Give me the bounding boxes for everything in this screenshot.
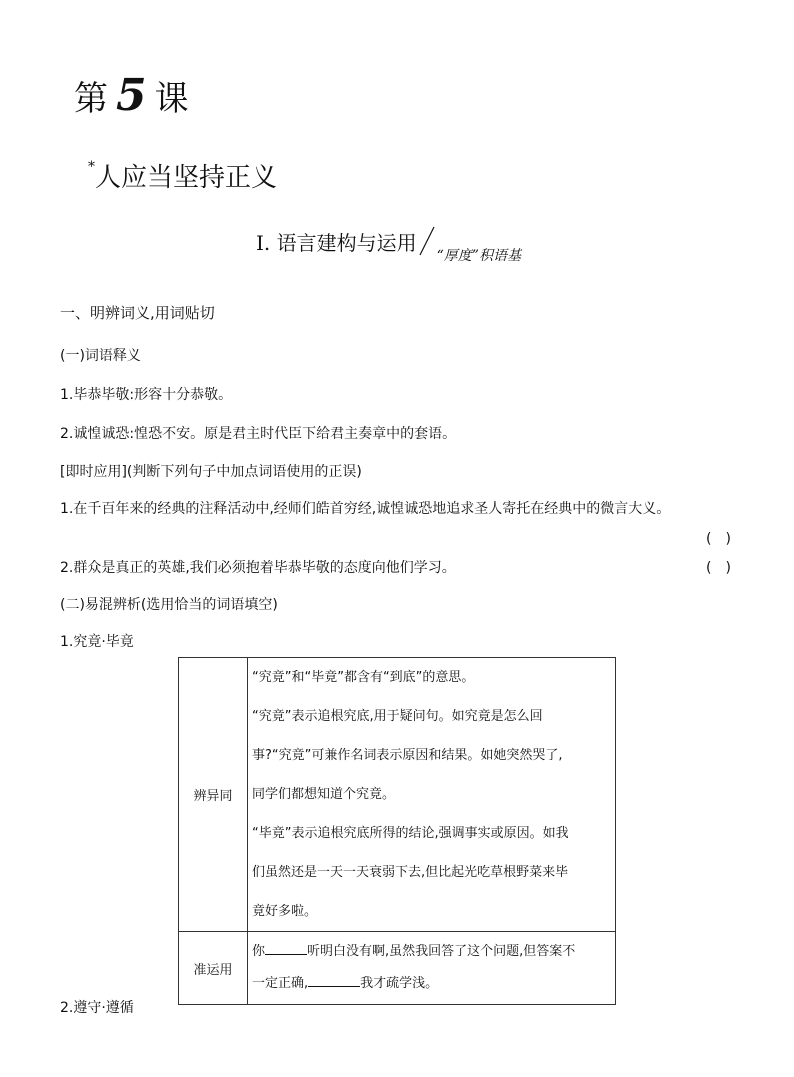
section-label: Ⅰ. 语言建构与运用 xyxy=(256,231,417,255)
chapter-title xyxy=(88,157,277,194)
row-content-apply xyxy=(248,932,616,1005)
table-row xyxy=(179,658,616,932)
practice-heading: [即时应用](判断下列句子中加点词语使用的正误) xyxy=(60,464,362,480)
fill-text: 我才疏学浅。 xyxy=(360,976,439,991)
section-heading xyxy=(256,220,521,264)
word-pair-2: 2.遵守·遵循 xyxy=(60,1000,134,1016)
fill-text: 一定正确, xyxy=(252,976,309,991)
chapter-title-text: 人应当坚持正义 xyxy=(95,163,278,193)
definition-item-2: 2.诚惶诚恐:惶恐不安。原是君主时代臣下给君主奏章中的套语。 xyxy=(60,426,457,442)
table-line: 同学们都想知道个究竟。 xyxy=(252,787,396,802)
practice-question-1: 1.在千百年来的经典的注释活动中,经师们皓首穷经,诚惶诚恐地追求圣人寄托在经典中的微言大义。 xyxy=(60,501,671,517)
answer-bracket-1: ( ) xyxy=(706,531,731,547)
table-line: 竟好多啦。 xyxy=(252,904,318,919)
subsection-heading-1: (一)词语释义 xyxy=(60,348,141,364)
lesson-suffix: 课 xyxy=(154,79,191,119)
table-line: 事?“究竟”可兼作名词表示原因和结果。如她突然哭了, xyxy=(252,748,563,763)
lesson-number: 5 xyxy=(116,70,149,121)
row-label-apply: 准运用 xyxy=(179,932,248,1005)
row-content-distinguish xyxy=(248,658,616,932)
definition-item-1: 1.毕恭毕敬:形容十分恭敬。 xyxy=(60,387,233,403)
table-line: 们虽然还是一天一天衰弱下去,但比起光吃草根野菜来毕 xyxy=(252,865,569,880)
answer-bracket-2: ( ) xyxy=(706,560,731,576)
comparison-table xyxy=(178,657,616,1005)
fill-blank-1[interactable] xyxy=(265,942,307,955)
lesson-heading xyxy=(74,70,191,121)
table-line: “究竟”表示追根究底,用于疑问句。如究竟是怎么回 xyxy=(252,709,543,724)
table-line: “究竟”和“毕竟”都含有“到底”的意思。 xyxy=(252,670,475,685)
fill-blank-2[interactable] xyxy=(308,974,360,987)
table-line: “毕竟”表示追根究底所得的结论,强调事实或原因。如我 xyxy=(252,826,569,841)
subsection-heading-2: (二)易混辨析(选用恰当的词语填空) xyxy=(60,597,278,613)
fill-text: 听明白没有啊,虽然我回答了这个问题,但答案不 xyxy=(307,944,576,959)
word-pair-1: 1.究竟·毕竟 xyxy=(60,634,134,650)
practice-question-2: 2.群众是真正的英雄,我们必须抱着毕恭毕敬的态度向他们学习。 xyxy=(60,560,456,576)
lesson-prefix: 第 xyxy=(74,79,110,119)
divider-slash-icon xyxy=(419,226,435,256)
row-label-distinguish: 辨异同 xyxy=(179,658,248,932)
optional-mark: * xyxy=(88,159,95,175)
part-heading: 一、明辨词义,用词贴切 xyxy=(60,304,215,322)
section-subtitle: “厚度”积语基 xyxy=(436,248,521,264)
fill-text: 你 xyxy=(252,944,266,959)
table-row xyxy=(179,932,616,1005)
